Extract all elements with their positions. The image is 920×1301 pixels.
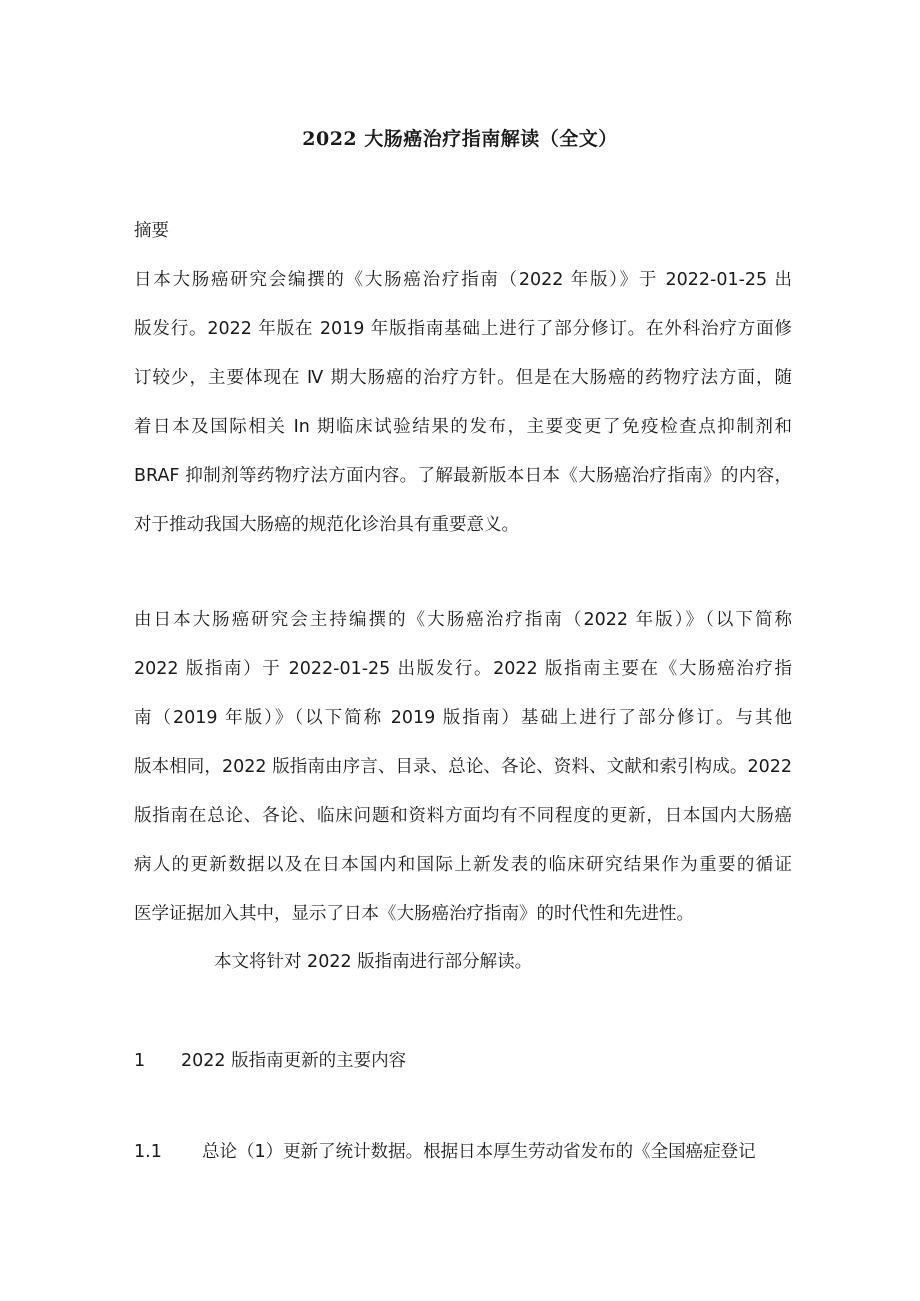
intro-line: 由日本大肠癌研究会主持编撰的《大肠癌治疗指南（2022 年版）》（以下简称 <box>134 610 792 630</box>
purpose-line: 本文将针对 2022 版指南进行部分解读。 <box>214 952 533 972</box>
section-number: 1 <box>134 1051 146 1071</box>
section-heading-1-1 <box>134 1137 792 1167</box>
abstract-paragraph <box>134 256 792 550</box>
document-title: 2022 大肠癌治疗指南解读（全文） <box>302 128 618 150</box>
abstract-line: 版发行。2022 年版在 2019 年版指南基础上进行了部分修订。在外科治疗方面修 <box>134 319 792 339</box>
section-title: 2022 版指南更新的主要内容 <box>181 1051 407 1071</box>
section-number: 1.1 <box>134 1142 162 1162</box>
intro-line: 版指南在总论、各论、临床问题和资料方面均有不同程度的更新，日本国内大肠癌 <box>134 806 792 826</box>
section-text: 总论（1）更新了统计数据。根据日本厚生劳动省发布的《全国癌症登记 <box>202 1142 756 1162</box>
intro-line: 版本相同，2022 版指南由序言、目录、总论、各论、资料、文献和索引构成。2022 <box>134 757 792 777</box>
abstract-line: 着日本及国际相关 In 期临床试验结果的发布，主要变更了免疫检查点抑制剂和 <box>134 417 792 437</box>
intro-line: 医学证据加入其中，显示了日本《大肠癌治疗指南》的时代性和先进性。 <box>134 904 694 924</box>
intro-paragraph <box>134 596 792 939</box>
intro-line: 2022 版指南）于 2022-01-25 出版发行。2022 版指南主要在《大肠癌治疗指 <box>134 659 792 679</box>
abstract-line: 对于推动我国大肠癌的规范化诊治具有重要意义。 <box>134 515 519 535</box>
intro-line: 南（2019 年版）》（以下简称 2019 版指南）基础上进行了部分修订。与其他 <box>134 708 792 728</box>
section-heading-1 <box>134 1046 406 1076</box>
abstract-line: BRAF 抑制剂等药物疗法方面内容。了解最新版本日本《大肠癌治疗指南》的内容， <box>134 466 792 486</box>
abstract-line: 订较少，主要体现在 Ⅳ 期大肠癌的治疗方针。但是在大肠癌的药物疗法方面，随 <box>134 368 792 388</box>
abstract-label: 摘要 <box>134 221 169 241</box>
abstract-line: 日本大肠癌研究会编撰的《大肠癌治疗指南（2022 年版）》于 2022-01-25 出 <box>134 270 792 290</box>
intro-line: 病人的更新数据以及在日本国内和国际上新发表的临床研究结果作为重要的循证 <box>134 855 792 875</box>
